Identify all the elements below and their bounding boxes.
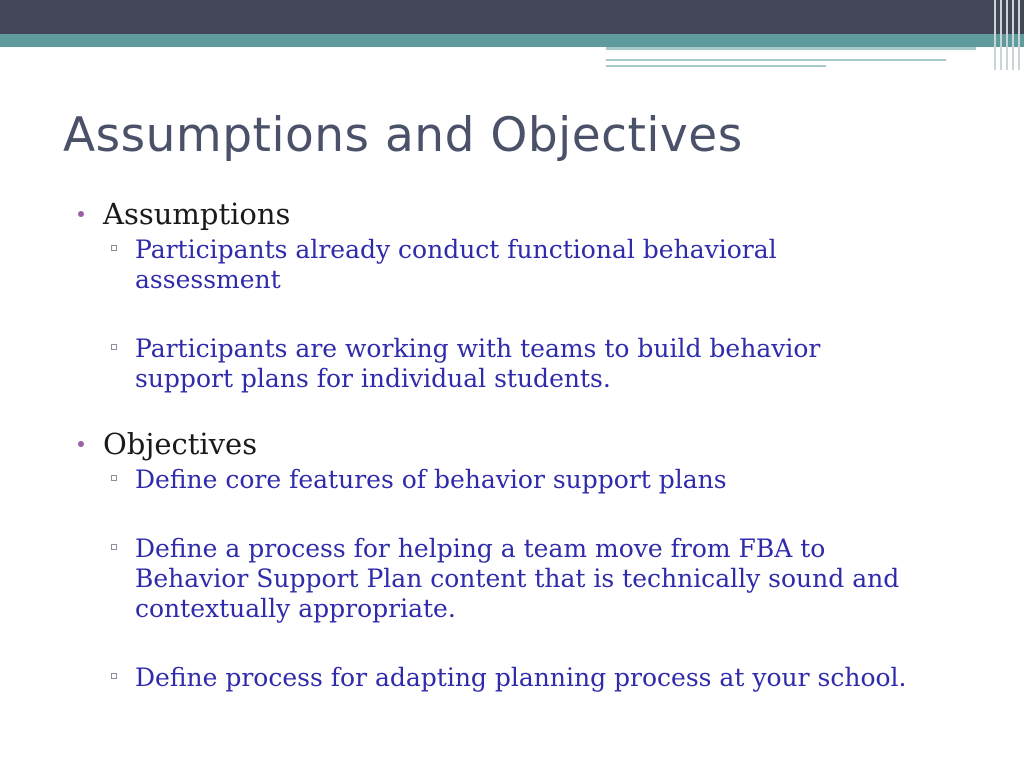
list-item-text: Participants are working with teams to build behavior support plans for individual students.	[135, 334, 821, 393]
slide-title: Assumptions and Objectives	[63, 108, 743, 163]
header-stripe	[1012, 0, 1014, 70]
square-bullet-icon	[111, 475, 117, 481]
list-item	[135, 465, 925, 495]
bullet-dot-icon	[78, 211, 84, 217]
square-bullet-icon	[111, 544, 117, 550]
bullet-dot-icon	[78, 441, 84, 447]
header-stripe	[1018, 0, 1020, 70]
square-bullet-icon	[111, 245, 117, 251]
list-item	[135, 334, 925, 394]
list-item-text: Define a process for helping a team move from FBA to Behavior Support Plan content that is technically sound and contextually appropriate.	[135, 534, 900, 623]
header-stripe	[994, 0, 996, 70]
header-dark-bar	[0, 0, 1024, 34]
section-heading-assumptions	[78, 196, 978, 232]
list-item-text: Define process for adapting planning process at your school.	[135, 663, 907, 692]
section-heading-objectives	[78, 426, 978, 462]
section-heading-text: Objectives	[103, 427, 258, 461]
header-teal-band	[0, 34, 1024, 47]
slide-body	[78, 196, 978, 693]
header-accent-line	[606, 47, 976, 50]
list-item-text: Participants already conduct functional behavioral assessment	[135, 235, 777, 294]
header-accent-line-3	[606, 65, 826, 67]
header-stripe	[1000, 0, 1002, 70]
header-accent-line-2	[606, 59, 946, 61]
list-item-text: Define core features of behavior support plans	[135, 465, 727, 494]
list-item	[135, 663, 925, 693]
list-item	[135, 534, 925, 624]
square-bullet-icon	[111, 344, 117, 350]
section-heading-text: Assumptions	[103, 197, 291, 231]
list-item	[135, 235, 925, 295]
square-bullet-icon	[111, 673, 117, 679]
header-stripe	[1006, 0, 1008, 70]
